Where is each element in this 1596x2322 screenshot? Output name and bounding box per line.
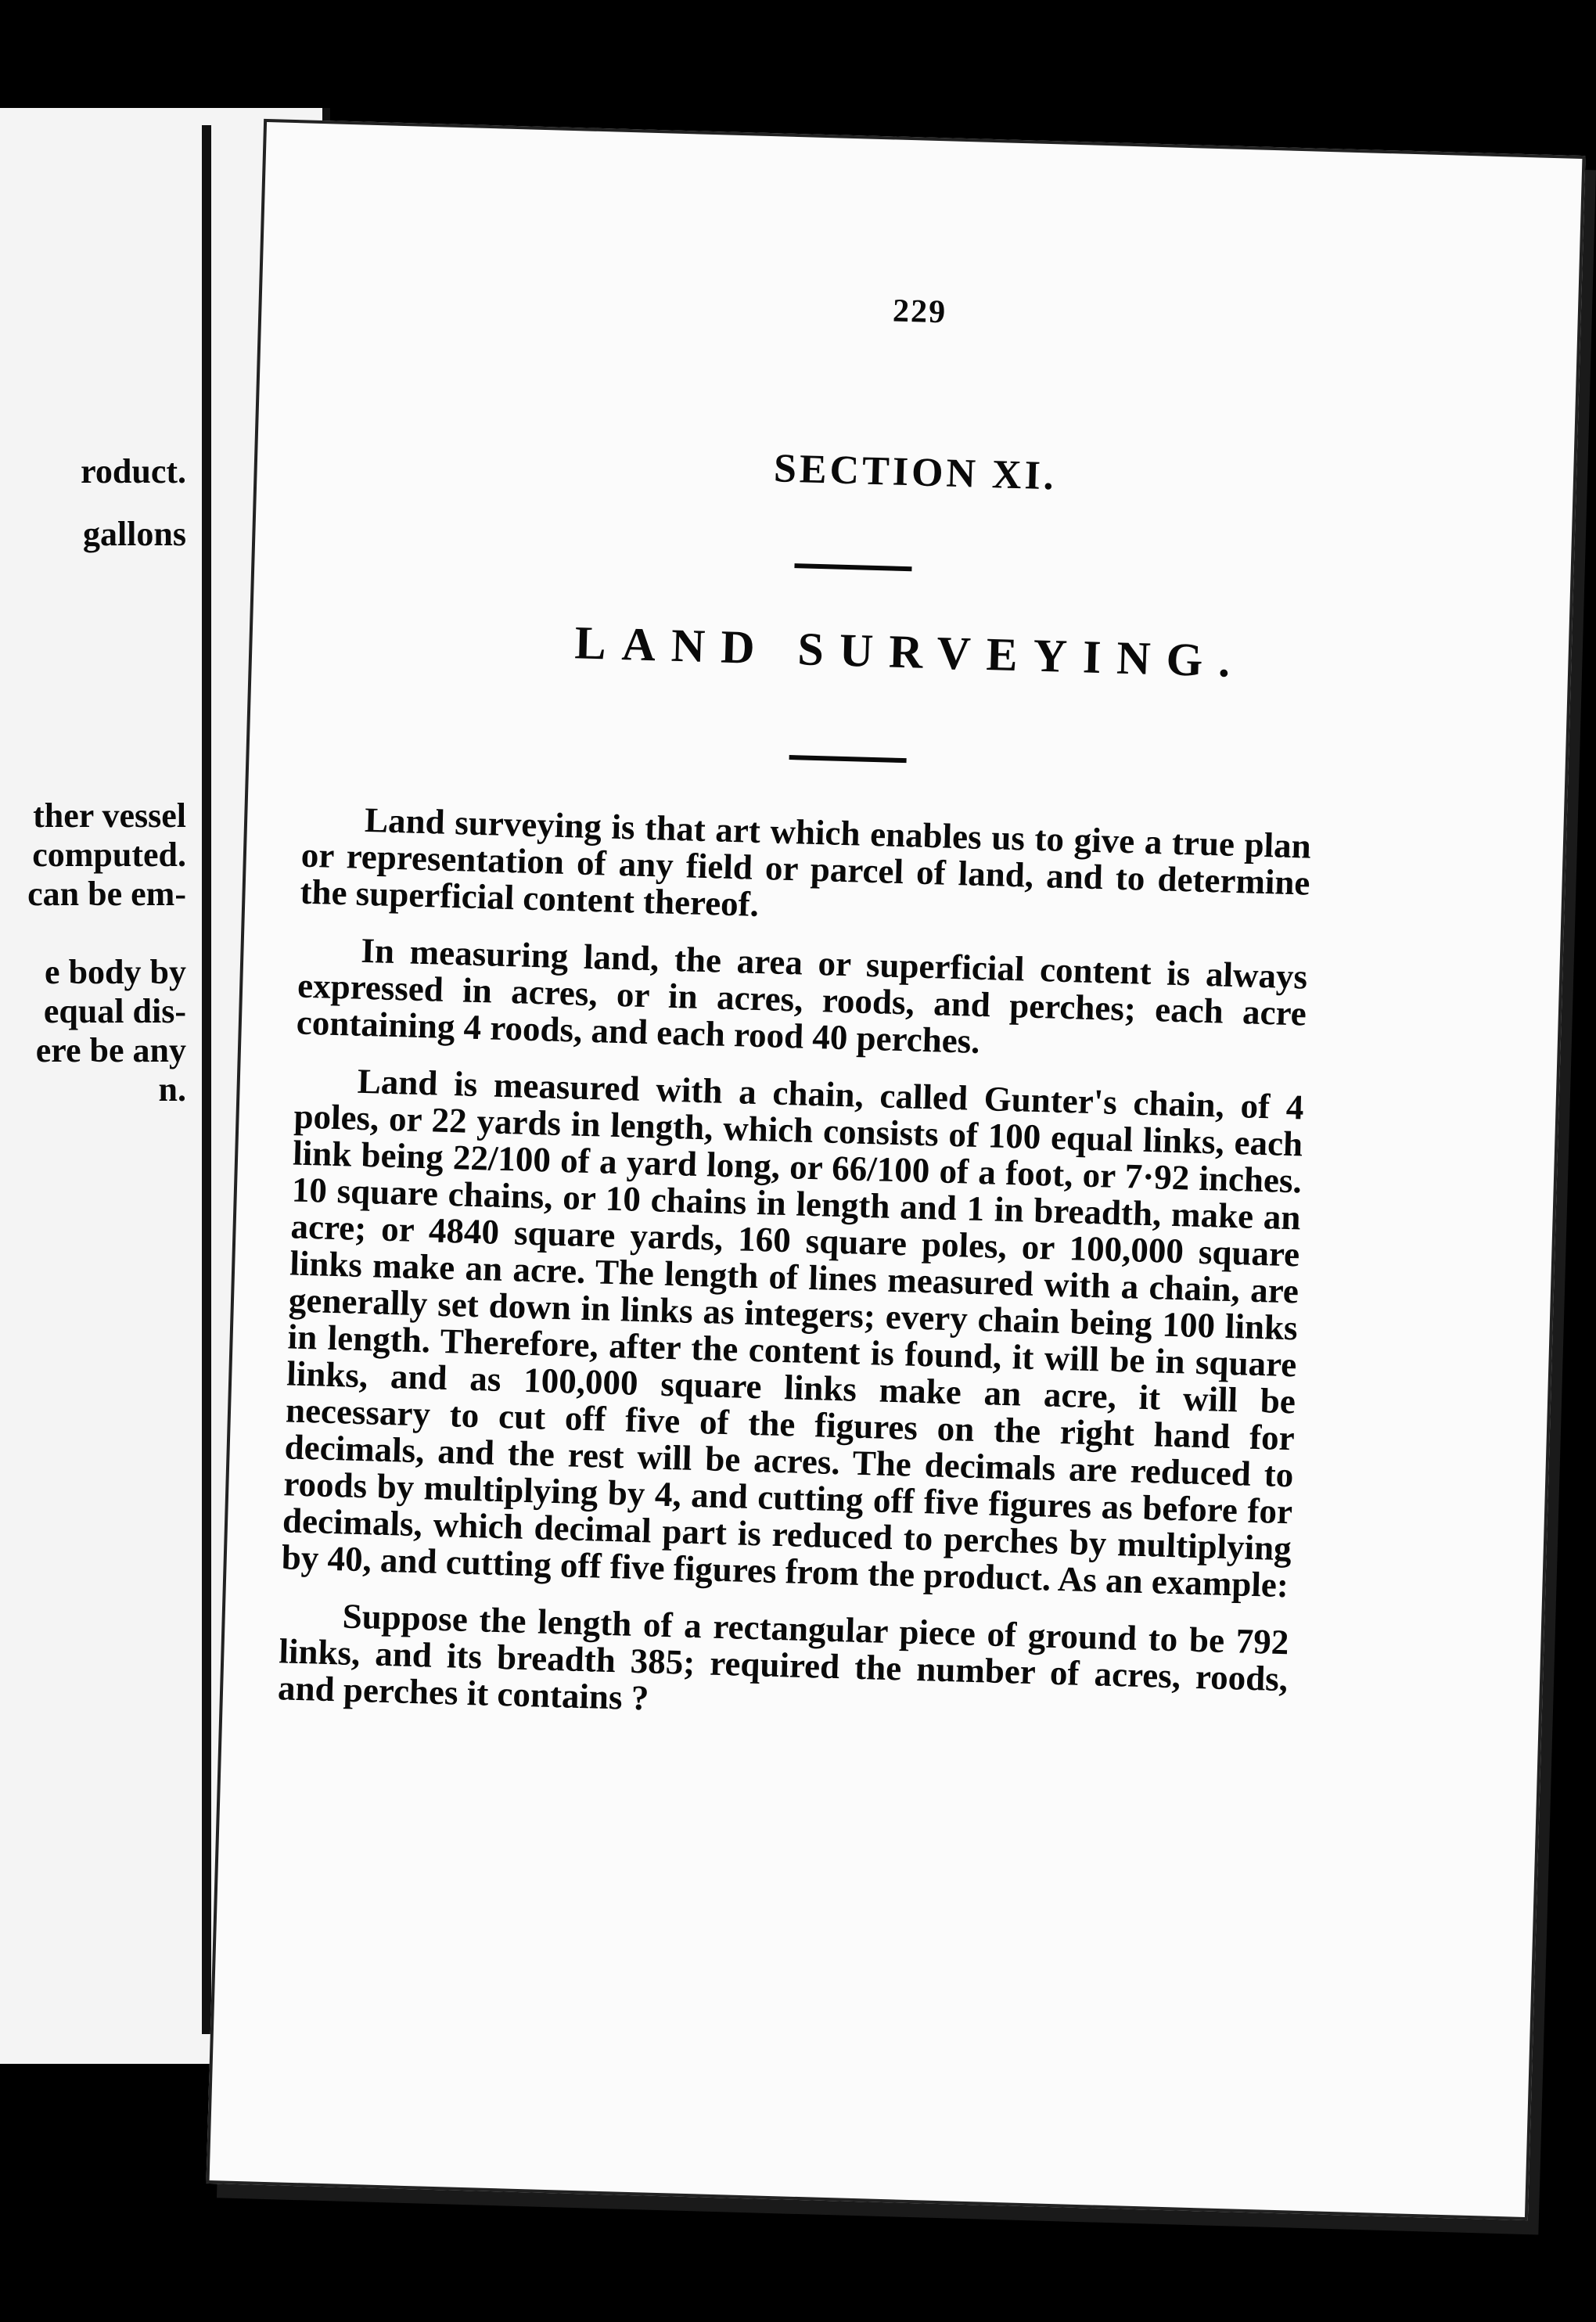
paragraph: Land surveying is that art which enables us to give a true plan or representation of any field or parcel of land, and to determine the superficial content thereof. xyxy=(299,800,1312,924)
gutter-divider xyxy=(202,125,211,2034)
paragraph: In measuring land, the area or superficial content is always expressed in acres, or in acres, roods, and perches; each acre containing 4 roods, and each rood 40 perches. xyxy=(296,930,1308,1061)
left-fragment: equal dis- xyxy=(43,992,186,1030)
paragraph: Land is measured with a chain, called Gunter's chain, of 4 poles, or 22 yards in length, which consists of 100 equal links, each link being 22/100 of a yard long, or 66/100 of a foot, or 7·92 inches. 10 square chains, or 10 chains in length and 1 in breadth, make an acre; or 4840 square yards, 160 square poles, or 100,000 square links make an acre. The length of lines measured with a chain, are generally set down in links as integers; every chain being 100 links in length. Therefore, after the content is found, it will be in square links, and as 100,000 square links make an acre, it will be necessary to cut off five of the figures on the right hand for decimals, and the rest will be acres. The decimals are reduced to roods by multiplying by 4, and cutting off five figures as before for decimals, which decimal part is reduced to perches by multiplying by 40, and cutting off five figures from the product. As an example: xyxy=(281,1061,1305,1605)
left-fragment: computed. xyxy=(32,836,186,874)
title-rule-top xyxy=(794,563,911,571)
title-rule-bottom xyxy=(789,755,907,763)
left-fragment: gallons xyxy=(82,515,186,553)
right-page xyxy=(206,119,1585,2220)
page-number: 229 xyxy=(892,293,947,331)
left-fragment: e body by xyxy=(45,953,186,991)
paragraph: Suppose the length of a rectangular piece of ground to be 792 links, and its breadth 385; required the number of acres, roods, and perches it contains ? xyxy=(277,1596,1290,1718)
main-title: LAND SURVEYING. xyxy=(573,616,1247,688)
left-fragment: can be em- xyxy=(27,875,186,913)
section-title: SECTION XI. xyxy=(773,446,1058,499)
left-fragment: n. xyxy=(158,1070,186,1109)
left-fragment: ther vessel xyxy=(33,796,186,835)
left-fragment: roduct. xyxy=(81,452,186,491)
left-fragment: ere be any xyxy=(35,1031,186,1069)
page-sheet xyxy=(206,119,1585,2220)
body-text xyxy=(277,800,1312,1756)
